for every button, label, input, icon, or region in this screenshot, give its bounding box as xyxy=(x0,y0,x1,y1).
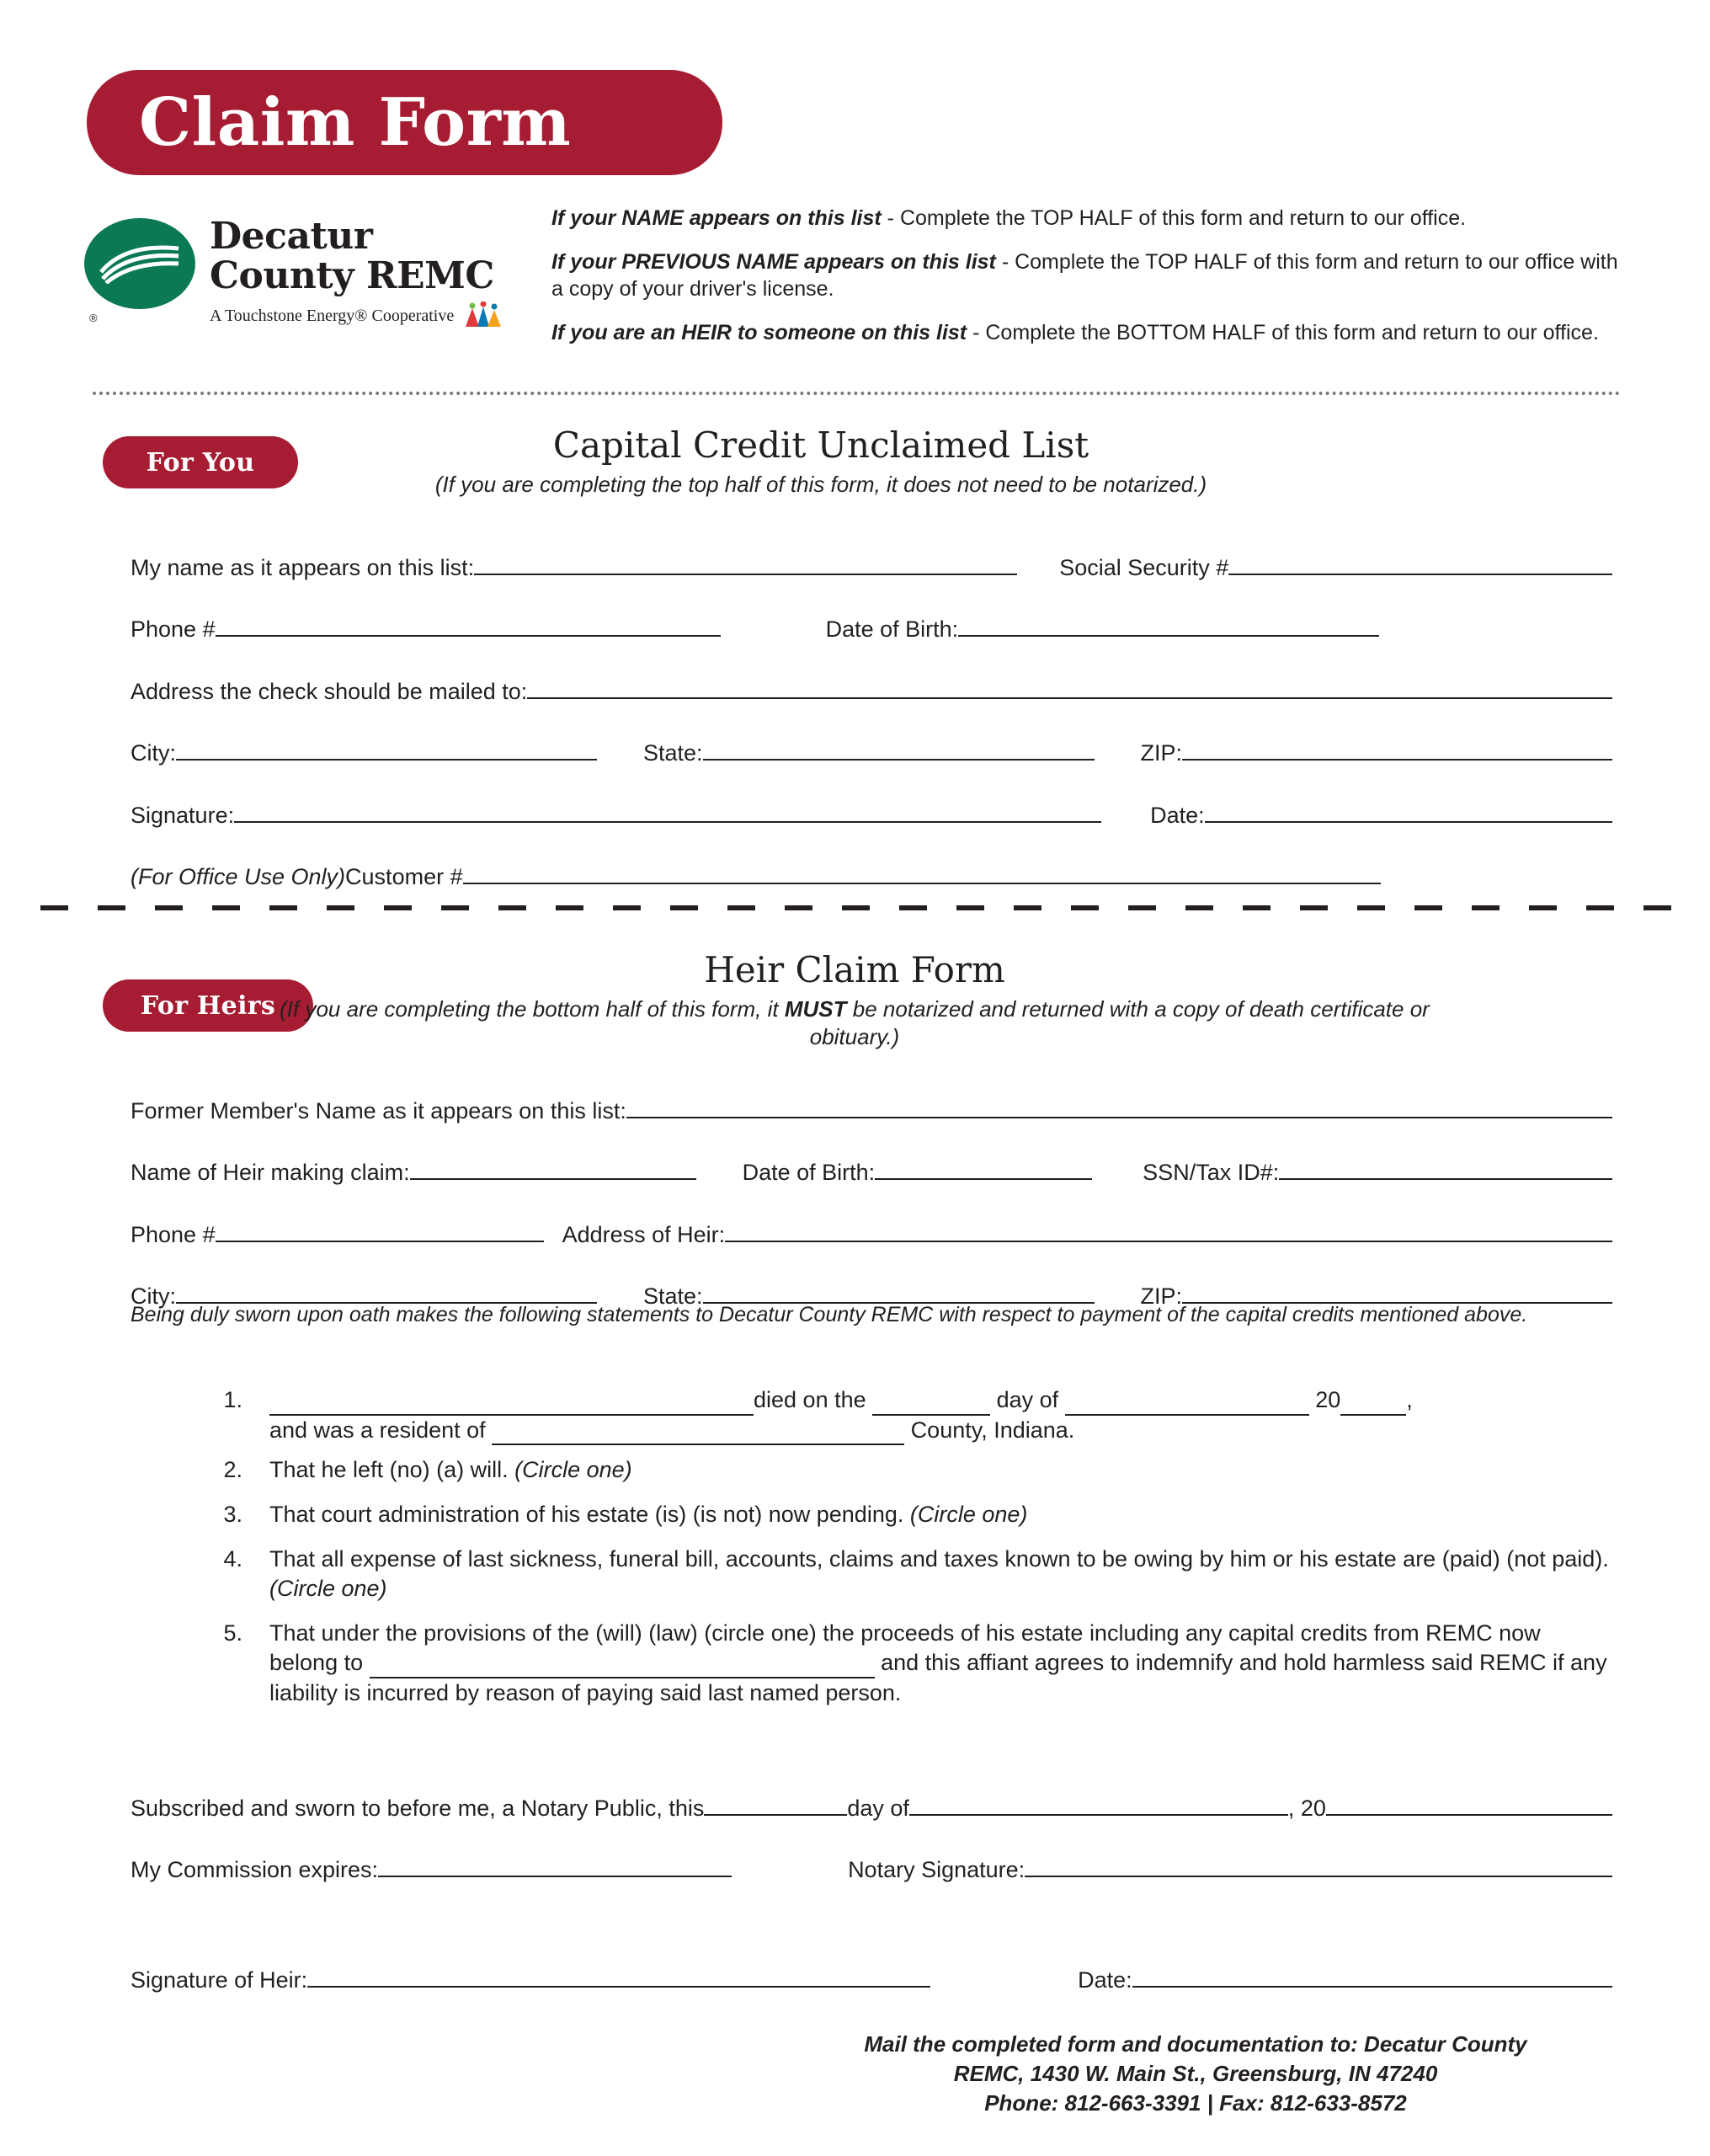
field-row-name-ssn xyxy=(131,552,1612,581)
death-day-input[interactable] xyxy=(872,1394,990,1416)
dob-label: Date of Birth: xyxy=(825,616,959,643)
field-row-heir-phone-address xyxy=(131,1219,1612,1248)
footer-line-3: Phone: 812-663-3391 | Fax: 812-633-8572 xyxy=(984,2090,1407,2116)
footer-line-2: REMC, 1430 W. Main St., Greensburg, IN 47240 xyxy=(953,2061,1438,2087)
instruction-previous-name-bold: If your PREVIOUS NAME appears on this list xyxy=(551,249,996,274)
instruction-heir-bold: If you are an HEIR to someone on this list xyxy=(551,320,967,344)
heir-signature-label: Signature of Heir: xyxy=(131,1967,308,1993)
statement-3-text: That court administration of his estate (is) (is not) now pending. xyxy=(269,1501,910,1527)
remc-logo-icon xyxy=(84,218,198,324)
instruction-name xyxy=(551,205,1629,232)
statement-2-text: That he left (no) (a) will. xyxy=(269,1457,515,1483)
statement-1-part1: died on the xyxy=(754,1387,873,1412)
for-heirs-subtitle-pre: (If you are completing the bottom half of this form, it xyxy=(280,996,785,1022)
notary-signature-label: Notary Signature: xyxy=(848,1857,1025,1883)
for-heirs-subtitle-post: be notarized and returned with a copy of death certificate or obituary.) xyxy=(809,996,1430,1049)
statement-1-part5: and was a resident of xyxy=(269,1417,493,1443)
statement-4-body xyxy=(269,1545,1615,1604)
statement-4-text: That all expense of last sickness, funeral bill, accounts, claims and taxes known to be owing by him or his estate are (paid) (not paid). xyxy=(269,1545,1609,1572)
commission-expires-input[interactable] xyxy=(378,1854,732,1877)
statement-3-number: 3. xyxy=(223,1501,242,1527)
sworn-label: Subscribed and sworn to before me, a Notary Public, this xyxy=(131,1796,705,1821)
heir-dob-label: Date of Birth: xyxy=(742,1160,876,1186)
field-row-heir-signature-date xyxy=(131,1964,1612,1993)
sworn-day-input[interactable] xyxy=(704,1792,847,1816)
statement-4-circle-one: (Circle one) xyxy=(269,1576,387,1602)
statement-3-circle-one: (Circle one) xyxy=(909,1501,1028,1527)
instructions-block xyxy=(551,205,1629,362)
customer-number-input[interactable] xyxy=(463,861,1381,884)
heir-dob-input[interactable] xyxy=(875,1156,1092,1180)
logo-swoosh-icon xyxy=(99,243,180,284)
death-year-input[interactable] xyxy=(1340,1394,1406,1416)
instruction-previous-name xyxy=(551,248,1629,303)
city-input[interactable] xyxy=(176,737,597,760)
heir-signature-input[interactable] xyxy=(307,1964,930,1988)
heir-phone-input[interactable] xyxy=(216,1219,544,1242)
office-use-label: (For Office Use Only) xyxy=(131,863,346,889)
field-row-sworn xyxy=(131,1792,1612,1822)
statement-1 xyxy=(217,1385,1615,1445)
statement-5-text-pre: That under the provisions of the (will) (law) (circle one) the proceeds of his estate including any capital credits from REMC now belong to xyxy=(269,1620,1541,1676)
customer-number-label: Customer # xyxy=(345,863,463,889)
statement-1-number: 1. xyxy=(223,1387,242,1412)
ssn-label: Social Security # xyxy=(1059,555,1229,580)
heir-form xyxy=(131,1095,1612,1310)
heir-zip-input[interactable] xyxy=(1182,1280,1612,1304)
date-label: Date: xyxy=(1150,802,1205,828)
beneficiary-input[interactable] xyxy=(370,1657,875,1678)
statement-5 xyxy=(217,1619,1615,1709)
instruction-name-rest: - Complete the TOP HALF of this form and return to our office. xyxy=(881,206,1467,230)
for-heirs-badge-label: For Heirs xyxy=(140,990,276,1021)
heir-city-input[interactable] xyxy=(176,1280,597,1304)
for-heirs-title: Heir Claim Form xyxy=(704,949,1005,990)
for-you-title: Capital Credit Unclaimed List xyxy=(552,424,1089,466)
heir-date-label: Date: xyxy=(1078,1967,1132,1993)
instruction-previous-name-rest: - Complete the TOP HALF of this form and return to our office with a copy of your driver's license. xyxy=(551,249,1618,301)
instruction-heir-rest: - Complete the BOTTOM HALF of this form and return to our office. xyxy=(967,320,1599,344)
statement-3-body xyxy=(269,1500,1615,1530)
heir-address-input[interactable] xyxy=(725,1219,1612,1242)
commission-expires-label: My Commission expires: xyxy=(131,1857,379,1883)
statement-4-number: 4. xyxy=(223,1545,242,1572)
heir-state-label: State: xyxy=(643,1283,703,1310)
phone-input[interactable] xyxy=(216,613,721,637)
field-row-city-state-zip xyxy=(131,737,1612,766)
statement-5-text-post: and this affiant agrees to indemnify and hold harmless said REMC if any liability is incurred by reason of paying said last named person. xyxy=(269,1650,1607,1705)
heir-address-label: Address of Heir: xyxy=(562,1221,726,1247)
for-you-badge-label: For You xyxy=(146,447,255,478)
zip-label: ZIP: xyxy=(1140,740,1183,766)
for-you-subtitle: (If you are completing the top half of this form, it does not need to be notarized.) xyxy=(434,472,1207,498)
sworn-year-label: , 20 xyxy=(1287,1796,1326,1821)
deceased-name-input[interactable] xyxy=(269,1394,754,1416)
oath-statement: Being duly sworn upon oath makes the following statements to Decatur County REMC with respect to payment of the capital credits mentioned above. xyxy=(131,1303,1528,1326)
field-row-former-member xyxy=(131,1095,1612,1124)
logo-brand-line2: County REMC xyxy=(210,254,494,298)
heir-city-label: City: xyxy=(131,1283,176,1310)
for-heirs-subtitle xyxy=(278,995,1431,1050)
statement-3 xyxy=(217,1500,1615,1530)
resident-county-input[interactable] xyxy=(492,1423,904,1445)
date-input[interactable] xyxy=(1205,799,1612,823)
field-row-heir-name-dob-ssn xyxy=(131,1156,1612,1186)
statement-1-part3: 20 xyxy=(1308,1387,1341,1412)
state-input[interactable] xyxy=(703,737,1095,760)
statement-5-body xyxy=(269,1619,1615,1709)
statement-1-part6: County, Indiana. xyxy=(904,1417,1075,1443)
phone-label: Phone # xyxy=(131,616,216,643)
registered-mark: ® xyxy=(89,312,98,324)
dotted-divider xyxy=(93,392,1621,395)
notary-signature-input[interactable] xyxy=(1025,1854,1612,1877)
page-title-banner xyxy=(87,70,722,175)
ssn-input[interactable] xyxy=(1228,552,1612,575)
for-you-badge xyxy=(103,436,298,488)
footer-line-1: Mail the completed form and documentation to: Decatur County xyxy=(864,2031,1527,2057)
statement-2-circle-one: (Circle one) xyxy=(514,1457,632,1483)
heir-ssn-label: SSN/Tax ID#: xyxy=(1143,1160,1280,1186)
name-label: My name as it appears on this list: xyxy=(131,555,475,580)
sworn-month-input[interactable] xyxy=(909,1792,1288,1816)
instruction-heir xyxy=(551,319,1629,347)
statement-1-part4: , xyxy=(1406,1387,1413,1412)
address-input[interactable] xyxy=(527,675,1612,699)
logo-block xyxy=(84,215,539,330)
statement-2 xyxy=(217,1455,1615,1486)
logo-tagline: A Touchstone Energy® Cooperative xyxy=(210,306,455,325)
sworn-year-input[interactable] xyxy=(1326,1792,1612,1816)
field-row-signature-date xyxy=(131,799,1612,829)
page-title: Claim Form xyxy=(139,83,572,161)
statement-2-body xyxy=(269,1455,1615,1486)
former-member-input[interactable] xyxy=(626,1095,1612,1118)
statement-1-body xyxy=(269,1385,1615,1445)
heir-phone-label: Phone # xyxy=(131,1221,216,1247)
statement-4 xyxy=(217,1545,1615,1604)
instruction-name-bold: If your NAME appears on this list xyxy=(551,206,882,230)
heir-ssn-input[interactable] xyxy=(1279,1156,1612,1180)
state-label: State: xyxy=(643,740,703,766)
address-label: Address the check should be mailed to: xyxy=(131,678,528,704)
section-separator xyxy=(40,905,1682,910)
heir-name-input[interactable] xyxy=(410,1156,696,1180)
former-member-label: Former Member's Name as it appears on this list: xyxy=(131,1098,626,1123)
name-input[interactable] xyxy=(474,552,1017,575)
signature-input[interactable] xyxy=(234,799,1101,823)
field-row-commission-notary xyxy=(131,1854,1612,1883)
statement-5-number: 5. xyxy=(223,1620,242,1646)
mailing-footer xyxy=(808,2030,1583,2118)
logo-brand-line1: Decatur xyxy=(210,215,373,258)
sworn-day-of-label: day of xyxy=(847,1796,909,1821)
for-heirs-heading xyxy=(278,950,1431,1050)
for-you-heading xyxy=(278,425,1364,499)
statements-list xyxy=(217,1385,1615,1723)
heir-name-label: Name of Heir making claim: xyxy=(131,1160,410,1186)
signature-label: Signature: xyxy=(131,802,235,828)
for-heirs-subtitle-bold: MUST xyxy=(784,996,847,1022)
heir-zip-label: ZIP: xyxy=(1140,1283,1183,1310)
field-row-phone-dob xyxy=(131,613,1612,643)
touchstone-energy-icon xyxy=(461,302,506,330)
city-label: City: xyxy=(131,740,176,766)
dob-input[interactable] xyxy=(958,613,1379,637)
heir-date-input[interactable] xyxy=(1132,1964,1612,1988)
field-row-customer-number xyxy=(131,861,1612,890)
statement-2-number: 2. xyxy=(223,1457,242,1483)
death-month-input[interactable] xyxy=(1065,1394,1309,1416)
statement-1-part2: day of xyxy=(990,1387,1065,1412)
field-row-address xyxy=(131,675,1612,705)
notary-block xyxy=(131,1792,1612,1993)
for-you-form xyxy=(131,552,1612,890)
zip-input[interactable] xyxy=(1182,737,1612,760)
heir-state-input[interactable] xyxy=(703,1280,1095,1304)
